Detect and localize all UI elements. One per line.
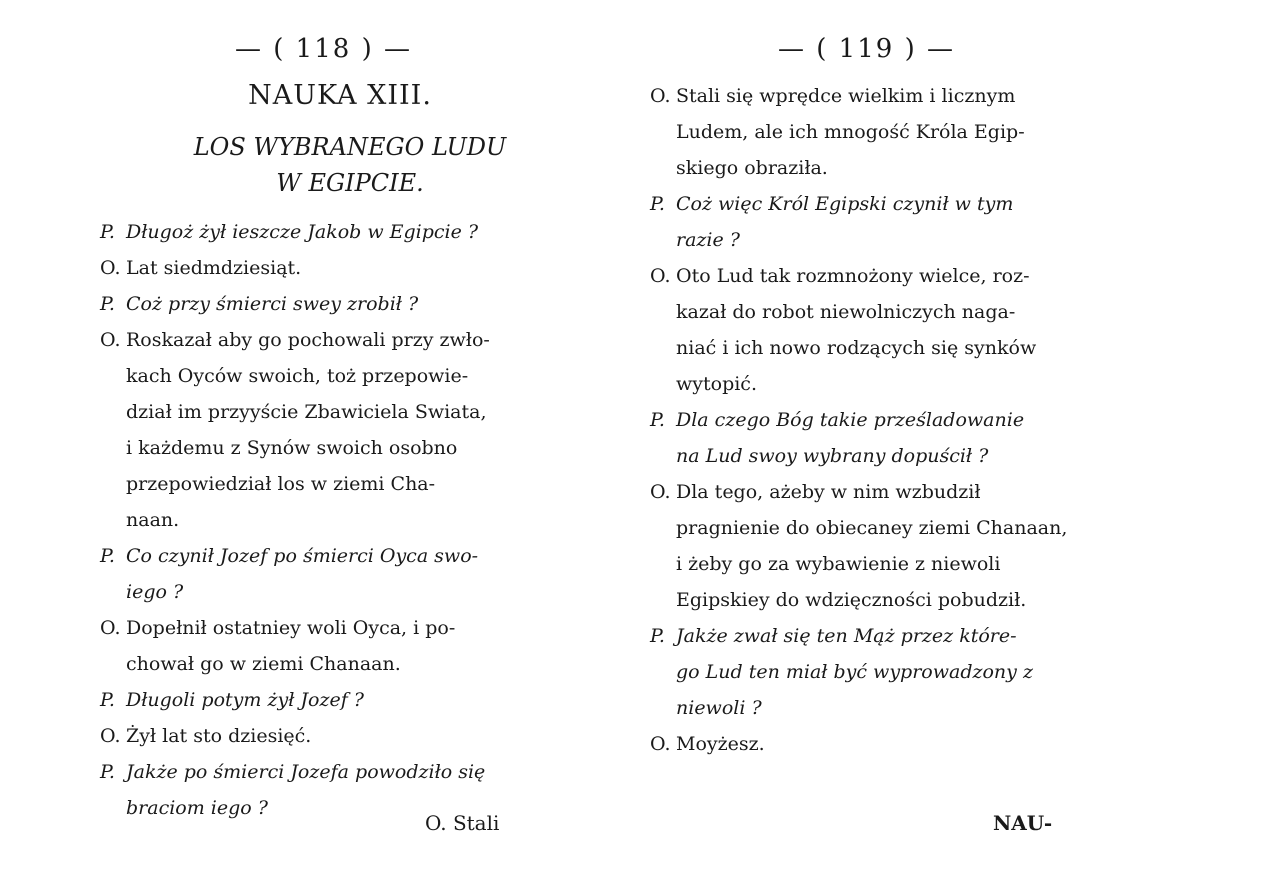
entry-line: Długoli potym żył Jozef ?	[126, 689, 364, 711]
entry-line: Jakże zwał się ten Mąż przez które-	[676, 625, 1017, 647]
entry-label: P.	[650, 193, 665, 215]
entry-line: przepowiedział los w ziemi Cha-	[126, 473, 436, 495]
entry-line: Co czynił Jozef po śmierci Oyca swo-	[126, 545, 479, 567]
entry-line: Jakże po śmierci Jozefa powodziło się	[126, 761, 486, 783]
entry-line: Coż więc Król Egipski czynił w tym	[676, 193, 1014, 215]
entry-line: na Lud swoy wybrany dopuścił ?	[676, 445, 989, 467]
entry-line: Oto Lud tak rozmnożony wielce, roz-	[676, 265, 1030, 287]
entry-line: Coż przy śmierci swey zrobił ?	[126, 293, 419, 315]
entry-line: Żył lat sto dziesięć.	[126, 725, 312, 747]
entry-line: braciom iego ?	[126, 797, 268, 819]
entry-line: dział im przyyście Zbawiciela Swiata,	[126, 401, 487, 423]
page-header-right: — ( 119 ) —	[778, 34, 955, 64]
entry-line: kazał do robot niewolniczych naga-	[676, 301, 1016, 323]
entry-label: O.	[650, 265, 671, 287]
entry-line: Egipskiey do wdzięczności pobudził.	[676, 589, 1027, 611]
entry-label: O.	[650, 481, 671, 503]
lesson-title: NAUKA XIII.	[248, 80, 432, 111]
entry-line: naan.	[126, 509, 180, 531]
entry-label: O.	[100, 329, 121, 351]
answer-left-1	[100, 250, 550, 286]
entry-label: O.	[100, 257, 121, 279]
entry-line: Długoż żył ieszcze Jakob w Egipcie ?	[126, 221, 479, 243]
entry-line: iego ?	[126, 581, 184, 603]
entry-label: P.	[650, 409, 665, 431]
entry-line: niać i ich nowo rodzących się synków	[676, 337, 1037, 359]
catchword-left: O. Stali	[425, 811, 500, 835]
entry-line: Lat siedmdziesiąt.	[126, 257, 302, 279]
entry-label: P.	[100, 293, 115, 315]
answer-left-5	[100, 610, 550, 682]
entry-line: razie ?	[676, 229, 740, 251]
right-page	[650, 0, 1080, 893]
entry-line: niewoli ?	[676, 697, 762, 719]
qa-list-right	[650, 78, 1080, 762]
lesson-subtitle-line-1: LOS WYBRANEGO LUDU	[193, 133, 507, 161]
entry-line: Stali się wprędce wielkim i licznym	[676, 85, 1016, 107]
qa-list-left	[100, 214, 550, 826]
answer-right-4	[650, 474, 1080, 618]
entry-line: i każdemu z Synów swoich osobno	[126, 437, 458, 459]
answer-right-0	[650, 78, 1080, 186]
page-header-left: — ( 118 ) —	[235, 34, 412, 64]
answer-right-6	[650, 726, 1080, 762]
entry-line: Dla czego Bóg takie prześladowanie	[676, 409, 1025, 431]
question-left-2	[100, 286, 550, 322]
question-right-1	[650, 186, 1080, 258]
entry-line: i żeby go za wybawienie z niewoli	[676, 553, 1001, 575]
question-left-6	[100, 682, 550, 718]
entry-line: kach Oyców swoich, toż przepowie-	[126, 365, 469, 387]
entry-label: O.	[650, 85, 671, 107]
entry-line: pragnienie do obiecaney ziemi Chanaan,	[676, 517, 1068, 539]
entry-label: P.	[100, 689, 115, 711]
entry-line: chował go w ziemi Chanaan.	[126, 653, 401, 675]
question-right-5	[650, 618, 1080, 726]
answer-right-2	[650, 258, 1080, 402]
left-page	[100, 0, 550, 893]
entry-line: Dopełnił ostatniey woli Oyca, i po-	[126, 617, 456, 639]
entry-line: skiego obraziła.	[676, 157, 828, 179]
answer-left-7	[100, 718, 550, 754]
entry-label: O.	[100, 617, 121, 639]
entry-line: Roskazał aby go pochowali przy zwło-	[126, 329, 490, 351]
question-left-0	[100, 214, 550, 250]
entry-line: wytopić.	[676, 373, 757, 395]
lesson-subtitle-line-2: W EGIPCIE.	[276, 169, 424, 197]
entry-label: O.	[650, 733, 671, 755]
entry-label: P.	[100, 761, 115, 783]
question-left-4	[100, 538, 550, 610]
entry-label: O.	[100, 725, 121, 747]
answer-left-3	[100, 322, 550, 538]
entry-line: Moyżesz.	[676, 733, 765, 755]
entry-label: P.	[100, 545, 115, 567]
entry-label: P.	[650, 625, 665, 647]
entry-line: Ludem, ale ich mnogość Króla Egip-	[676, 121, 1025, 143]
catchword-right: NAU-	[993, 811, 1053, 835]
question-right-3	[650, 402, 1080, 474]
entry-label: P.	[100, 221, 115, 243]
entry-line: Dla tego, ażeby w nim wzbudził	[676, 481, 981, 503]
entry-line: go Lud ten miał być wyprowadzony z	[676, 661, 1033, 683]
